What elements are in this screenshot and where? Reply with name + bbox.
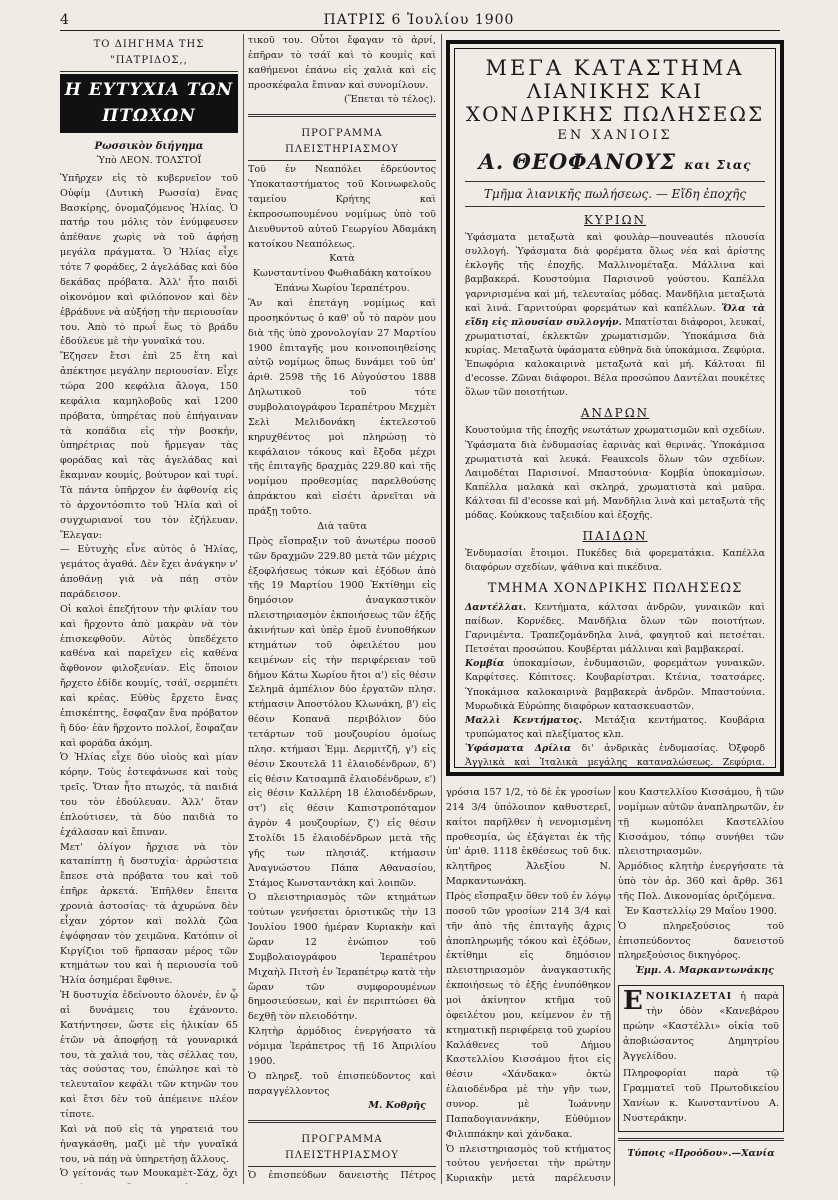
page-header [0, 12, 838, 32]
auction-paragraph: Πρὸς εἴσπραξιν ὅθεν τοῦ ἐν λόγῳ ποσοῦ τῶν γροσίων 214 3/4 καὶ τῆν ἀπὸ τῆς ἐπιταγῆς ἄχρις ἀποπληρωμῆς τόκου καὶ ἐξόδων, ἐκτίθημι εἰς δημόσιον πλειστηριασμὸν ἀναγκαστικῆς ἐκποιήσεως τὸ ἑξῆς ἐνυπόθηκον μοὶ ἀκίνητον κτῆμα τοῦ ὀφειλέτου μου, κείμενον ἐν τῇ κτηματικῇ περιφέρειᾳ τοῦ χωρίου Καλάθενες τοῦ Δήμου Καστελλίου Κισσάμου ἤτοι εἰς θέσιν «Χάνδακα» ὀκτὼ ἐλαιοδένδρα μὲ τὴν γῆν των, συνορ. μὲ Ἰωάννην Παπαδογιαννάκην, Εὐθύμιον Φιλιππάκην καὶ χάνδακα. [446, 891, 611, 1140]
auction-signature: Ἐμμ. Α. Μαρκαντωνάκης [635, 965, 774, 977]
ad-subtitle: Τμῆμα λιανικῆς πωλήσεως. — Εἴδη ἐποχῆς [465, 181, 765, 207]
masthead-title: ΠΑΤΡΙΣ 6 Ἰουλίου 1900 [323, 12, 515, 28]
auction-paragraph: Ἁρμόδιος κλητὴρ ἐνεργήσατε τὰ ὑπὸ τὸν ἀρ. 360 καὶ ἄρθρ. 361 τῆς Πολ. Δικονομίας ὁριζόμενα. [618, 861, 784, 903]
auction-paragraph: Ὁ πληρεξούσιος τοῦ ἐπισπεύδοντος δανειστοῦ πληρεξούσιος δικηγόρος. [618, 920, 784, 962]
story-author: Ὑπὸ ΛΕΟΝ. ΤΟΛΣΤΟΪ [96, 155, 202, 167]
store-advertisement [446, 40, 784, 776]
ad-bold-text: Ὅλα τὰ εἴδη εἰς πλουσίαν συλλογήν. [465, 302, 765, 328]
ad-text: Κεντήματα, κάλτσαι ἀνδρῶν, γυναικῶν καὶ παίδων. Κορνέδες. Μανδῆλια ὅλων τῶν ποιοτήτων. Γαρνιμέντα. Τραπεζομάνδηλα λινά, φαγητοῦ καὶ πετσέται. Πετσέται προσώπου. Κουβέρται μάλλιναι καὶ βαμβακεραί. [465, 601, 765, 656]
auction-paragraph: Ὁ ἐπισπεύδων δανειστὴς Πέτρος [248, 1170, 436, 1182]
story-continuation: τικοῦ του. Οὗτοι ἔφαγαν τὸ ἀρνί, ἐπῆραν τὸ τσάϊ καὶ τὸ κουμίς καὶ καθήμενοι ἐπάνω εἰς χαλιὰ καὶ εἰς προσκέφαλα ἔπιναν καὶ συνομίλουν. [248, 35, 436, 91]
separator [618, 1138, 784, 1141]
auction-continued-column [446, 786, 611, 1186]
story-paragraph: Ὁ Ἠλίας εἶχε δύο υἱοὺς καὶ μίαν κόρην. Τοὺς ἐστεφάνωσε καὶ τοὺς τρεῖς. Ὅταν ἦτο πτωχός, τὰ παιδιά του τὸν ἐδούλευαν. Ἀλλ' ὅταν ἐπλούτισεν, τὰ δύο παιδιὰ το ἐχάλασαν καὶ ἔπιναν. [60, 752, 238, 838]
ad-text: δι' ἀνδρικὰς ἐνδυμασίας. Ὀξφορδ Ἀγγλικὰ καὶ Ἰταλικὰ μεγάλης καταναλώσεως. Ζεφύρια. [465, 742, 765, 768]
story-paragraph: Ὑπῆρχεν εἰς τὸ κυβερνεῖον τοῦ Οὐφίμ (Δυτικὴ Ρωσσία) ἕνας Βασκίρης, ὀνομαζόμενος Ἠλίας. Ὁ πατήρ του μόλις τὸν ἐνύμφευσεν ἀπέθανε χωρὶς νὰ τοῦ ἀφήσῃ μεγάλα πράγματα. Ὁ Ἠλίας εἶχε τότε 7 φοράδες, 2 ἀγελάδας καὶ δύο δεκάδας πρόβατα. Ἀλλ' ἦτο παιδὶ οἰκονόμον καὶ φιλόπονον καὶ δὲν ἐβράδυνε νὰ αὐξήσῃ τὴν περιουσίαν του. Ἀπὸ τὸ πρωΐ ἕως τὸ βράδυ ἐδούλευε μὲ τὴν γυναῖκά του. [60, 172, 238, 348]
column-divider [614, 786, 615, 1186]
ad-firm-name [465, 146, 765, 178]
auction-title: ΠΡΟΓΡΑΜΜΑ ΠΛΕΙΣΤΗΡΙΑΣΜΟΥ [248, 1129, 436, 1167]
ad-section-men: ΑΝΔΡΩΝ [580, 406, 650, 421]
ad-item [465, 657, 765, 713]
rent-initial: Ε [623, 986, 643, 1017]
auction-paragraph: Ὁ πληρεξ. τοῦ ἐπισπεύδοντος καὶ παραγγέλλοντος [248, 1070, 436, 1097]
section-heading: ΤΟ ΔΙΗΓΗΜΑ ΤΗΣ "ΠΑΤΡΙΔΟΣ,, [60, 34, 238, 72]
auction-title: ΠΡΟΓΡΑΜΜΑ ΠΛΕΙΣΤΗΡΙΑΣΜΟΥ [248, 123, 436, 161]
ad-section-children: ΠΑΙΔΩΝ [582, 529, 648, 544]
ad-location: ΕΝ ΧΑΝΙΟΙΣ [557, 128, 673, 144]
ad-item [465, 742, 765, 768]
auction-paragraph: Κωνσταντίνου Φωθιαδάκη κατοίκου Ἐπάνω Χωρίου Ἱεραπέτρου. [252, 268, 432, 295]
story-paragraph: Ὁ γείτονάς των Μουκαμὲτ-Σάχ, ὄχι [60, 1168, 238, 1180]
ad-item [465, 714, 765, 742]
ad-text: Ὑφάσματα μεταξωτὰ καὶ φουλὰρ—nouveautés πλουσία συλλογή. Ὑφάσματα διὰ φορέματα ὅλως νέα καὶ ἀρίστης ἐκλογῆς τῆς ἐποχῆς. Μαλλινομέταξα. Μάλλινα καὶ βαμβακερά. Κουστούμια Παρισινοῦ γούστου. Καπέλλα γαρνιρισμένα καὶ μή, τελευταίας μόδας. Μανδῆλια μεταξωτὰ καὶ λινά. Γαρνιτούραι φορεμάτων καὶ καπέλλων. [465, 232, 765, 314]
auction-paragraph: Κλητὴρ ἁρμόδιος ἐνεργήσατο τὰ νόμιμα Ἱεράπετρος τῇ 16 Ἀπριλίου 1900. [248, 1026, 436, 1067]
notices-column-right [618, 786, 784, 1186]
story-end-note: (Ἕπεται τὸ τέλος). [344, 94, 436, 106]
story-column [60, 34, 238, 1184]
ad-item [465, 601, 765, 657]
ad-inner [454, 48, 776, 768]
column-divider [441, 34, 442, 1184]
separator [248, 1120, 436, 1123]
separator [248, 114, 436, 117]
ad-paragraph: Ἐνδυμασίαι ἕτοιμοι. Πυκέδες διὰ φορεματάκια. Καπέλλα διαφόρων σχεδίων, ψάθινα καὶ πικέδινα. [465, 548, 765, 574]
story-paragraph: Ἔζησεν ἔτσι ἐπὶ 25 ἔτη καὶ ἀπέκτησε μεγάλην περιουσίαν. Εἶχε τώρα 200 κεφάλια ἄλογα, 150 κεφάλια καμηλοβοῦς καὶ 1200 πρόβατα, ὑπηρέτας ποὺ ἐπήγαιναν τὰ κοπάδια εἰς τὴν βοσκήν, ὑπηρέτριας ποὺ ἤρμεγαν τὰς φοράδας καὶ τὰς ἀγελάδας καὶ ἔκαμναν κουμίς, βούτυρον καὶ τυρί. Τὰ πάντα ὑπῆρχον ἐν ἀφθονίᾳ εἰς τὸ ἀρχοντόσπιτο τοῦ Ἠλία καὶ οἱ συγχωριανοί του τὸν ἐζήλευαν. Ἔλεγαν: [60, 351, 238, 541]
rent-label: ΝΟΙΚΙΑΖΕΤΑΙ [645, 991, 733, 1003]
page-number: 4 [60, 12, 69, 28]
rent-info: Πληροφορίαι παρὰ τῷ Γραμματεῖ τοῦ Πρωτοδικείου Χανίων κ. Κωνσταντίνου Α. Νυστεράκην. [623, 1068, 779, 1125]
ad-paragraph: Κουστούμια τῆς ἐποχῆς νεωτάτων χρωματισμῶν καὶ σχεδίων. Ὑφάσματα διὰ ἐνδυμασίας ἐαρινὰς καὶ θερινάς. Ὑποκάμισα χρωματιστὰ καὶ λευκά. Feauxcols ὅλων τῶν σχεδίων. Λαιμοδέται Παρισινοί. Μπαστούνια· Κομβία ὑποκαμίσων. Καπέλλα μαλακὰ καὶ σκληρά, χρωματιστὰ καὶ μαῦρα. Κάλτσαι fil d'ecosse καὶ μή. Μανδῆλια λινὰ καὶ μεταξωτὰ τῆς μόδας. Κούκκους ταξειδίου καὶ ἐξοχῆς. [465, 425, 765, 522]
auction-signature: Μ. Κοθρῆς [368, 1100, 426, 1112]
ad-bold-text: Κομβία [465, 658, 505, 670]
story-title: Η ΕΥΤΥΧΙΑ ΤΩΝ ΠΤΩΧΩΝ [60, 74, 238, 133]
firm-suffix: και Σιας [684, 157, 752, 172]
story-paragraph: Μετ' ὀλίγον ἤρχισε νὰ τὸν καταπίπτῃ ἡ δυστυχία· ἀρρώστεια ἔπεσε στὰ πρόβατα του καὶ τοῦ ἐπῆρε ἀρκετά. Ἐπῆλθεν ἔπειτα χρονιὰ ἀστοσίας· τὰ ἀχυρώνα δὲν εἶχαν χόρτον καὶ πολλὰ ζῶα ἐψόφησαν τὸν χειμῶνα. Κατόπιν οἱ Κιργίζιοι τοῦ ἥρπασαν μέρος τῶν κτημάτων του καὶ ἡ περιουσία τοῦ Ἠλία ὁσημέραι ἔφθινε. [60, 841, 238, 987]
story-subtitle: Ρωσσικὸν διήγημα [94, 140, 204, 152]
ad-headline: ΜΕΓΑ ΚΑΤΑΣΤΗΜΑ [485, 56, 745, 80]
ad-text: Μπατίσται διάφοροι, λευκαί, χρωματισταί, ἐκλεκτῶν χρωματισμῶν. Ὑποκάμισα διὰ κυρίας. Μεταξωτὰ ὑφάσματα εὐθηνὰ διὰ ὑποκάμισα. Ζεφύρια. Ἐπωφόρια καλοκαιρινὰ μεταξωτὰ καὶ μή. Κάλτσαι fil d'ecosse. Ζῶναι διάφοροι. Βέλα προσώπου Δαντέλαι πουκέτες ὅλων τῶν ποιοτήτων. [465, 316, 765, 399]
auction-paragraph: Κατὰ [329, 253, 355, 265]
auction-paragraph: Ὁ πλειστηριασμὸς τοῦ κτήματος τούτου γενήσεται τὴν πρώτην Κυριακὴν μετὰ παρέλευσιν [446, 1143, 611, 1185]
ad-bold-text: Μαλλὶ Κεντήματος. [465, 714, 583, 726]
column-divider [243, 34, 244, 1184]
auction-paragraph: Διὰ ταῦτα [317, 520, 367, 532]
header-rule [60, 30, 780, 31]
ad-headline-2: ΛΙΑΝΙΚΗΣ ΚΑΙ ΧΟΝΔΡΙΚΗΣ ΠΩΛΗΣΕΩΣ [465, 79, 765, 127]
auction-paragraph: Ἂν καὶ ἐπετάγη νομίμως καὶ προσηκόντως ὁ καθ' οὗ τὸ παρὸν μου διὰ τῆς ὑπὸ χρονολογίαν 27 Μαρτίου 1900 ἐπιταγῆς μου κοινοποιηθείσης αὐτῷ νομίμως ὅπως δυνάμει τοῦ ὑπ' ἀριθ. 2598 τῆς 16 Αὐγούστου 1888 Δηλωτικοῦ τοῦ τότε συμβολαιογράφου Ἱεραπέτρου Μεχμὲτ Σελὶ Μελιδονάκη ἐκτελεστοῦ κηρυχθέντος μοὶ πληρώσῃ τὸ κεφάλαιον τόκους καὶ ἔξοδα μέχρι τῆς ἐπιταγῆς δραχμὰς 229.80 καὶ τῆς νομίμου προθεσμίας παρελθούσης ἀπράκτου καὶ εἰσέτι ἀρνεῖται νὰ πράξῃ τοῦτο. [248, 298, 436, 518]
ad-text: ὑποκαμίσων, ἐνδυμασιῶν, φορεμάτων γυναικῶν. Καρφίτσες. Κόπιτσες. Κουβαρίστραι. Κτένια, τσατσάρες. Ὑποκάμισα καλοκαιρινὰ βαμβακερὰ ἀνδρῶν. Μπαστούνια. Μυρωδικὰ Εὐρώπης διαφόρων κατασκευαστῶν. [465, 658, 765, 712]
ad-text: Μετάξια κεντήματος. Κουβάρια τρυπώματος καὶ πλεξίματος κλπ. [465, 714, 766, 740]
auction-paragraph: κου Καστελλίου Κισσάμου, ἢ τῶν νομίμων αὐτῶν ἀναπληρωτῶν, ἐν τῇ κωμοπόλει Καστελλίου Κισσάμου, τόπῳ συνήθει τῶν πλειστηριασμῶν. [618, 787, 784, 858]
auction-date: Ἐν Καστελλίῳ 29 Μαΐου 1900. [625, 905, 777, 917]
auction-paragraph: Τοῦ ἐν Νεαπόλει ἑδρεύοντος Ὑποκαταστήματος τοῦ Κοινωφελοῦς ταμείου Κρήτης καὶ ἐκπροσωπουμένου νομίμως ὑπὸ τοῦ Διευθυντοῦ αὐτοῦ Γεωργίου Ἀδαμάκη κατοίκου Νεαπόλεως. [248, 164, 436, 250]
ad-section-women: ΚΥΡΙΩΝ [583, 213, 647, 228]
printer-line: Τύποις «Προόδου».—Χανία [627, 1147, 775, 1159]
rent-notice [618, 985, 784, 1132]
ad-bold-text: Δαντέλλαι. [465, 601, 527, 613]
story-paragraph: Ἡ δυστυχία ἐδείνουτο ὁλονέν, ἐν ᾧ αἱ δυνάμεις του ἐχάνοντο. Κατήντησεν, ὥστε εἰς ἡλικίαν 65 ἐτῶν νὰ ἀποφήσῃ τὰ γουναρικά του, τὰ χαλιά του, τὰς σέλλας του, τὰς σούστας του, ἐπώλησε καὶ τὸ τελευταῖον κεφάλι τῶν κτηνῶν του καὶ ἔτσι δὲν τοῦ ἀπέμεινε πλέον τίποτε. [60, 990, 238, 1121]
ad-bold-text: Ὑφάσματα Δρίλια [465, 742, 572, 754]
story-paragraph: Καὶ νὰ ποῦ εἰς τὰ γηρατειά του ἠναγκάσθη, μαζὶ μὲ τὴν γυναῖκά του, νὰ πάῃ νὰ ὑπηρετήσῃ ἄλλους. [60, 1123, 238, 1165]
story-paragraph: Οἱ καλοὶ ἐπεζήτουν τὴν φιλίαν του καὶ ἤρχοντο ἀπὸ μακρὰν νὰ τὸν ἐπισκεφθοῦν. Αὐτὸς ὑπεδέχετο καθένα καὶ παρεῖχεν εἰς καθένα ἄφθονον φιλοξενίαν. Εἰς ὅποιον ἤρχετο ἐδίδε κουμίς, τσάϊ, σερμπέτι καὶ κρέας. Εὐθὺς ἔρχετο ἔνας ἐπισκέπτης, ἔσφαζαν ἕνα πρόβατον ἢ δύο· ἐὰν ἤρχοντο πολλοί, ἔσφαζαν καὶ φοράδα ἀκόμη. [60, 603, 238, 749]
notices-column [248, 34, 436, 1184]
auction-paragraph: Ὁ πλειστηριασμὸς τῶν κτημάτων τούτων γενήσεται ὁριστικῶς τὴν 13 Ἰουλίου 1900 ἡμέραν Κυριακὴν καὶ ὥραν 12 ἐνώπιον τοῦ Συμβολαιογράφου Ἱεραπέτρου Μιχαὴλ Πιτσὴ ἐν Ἱεραπέτρῳ κατὰ τὴν ὥραν τῶν συμφορουμένων δημοσιεύσεων, καὶ ἐν περιπτώσει θὰ δεχθῇ τὸν πλειοδότην. [248, 892, 436, 1023]
story-paragraph: — Εὐτυχὴς εἶνε αὐτὸς ὁ Ἠλίας, γεμάτος ἀγαθά. Δὲν ἔχει ἀνάγκην ν' ἀποθάνῃ γιὰ νὰ πάῃ στὸν παράδεισον. [60, 544, 238, 600]
auction-paragraph: Πρὸς εἴσπραξιν τοῦ ἀνωτέρω ποσοῦ τῶν δραχμῶν 229.80 μετὰ τῶν μέχρις ἐξοφλήσεως τόκων καὶ ἐξόδων ἀπὸ τῆς 19 Μαρτίου 1900 Ἐκτίθημι εἰς δημόσιον ἀναγκαστικὸν πλειστηριασμὸν ἐκποιήσεως τῶν ἑξῆς ἀκινήτων καὶ ὑπὲρ ἐμοῦ ἐνυποθήκων κτημάτων τοῦ ὀφειλέτου μου κειμένων εἰς τὴν περιφέρειαν τοῦ δήμου Κάτω Χωρίου ἤτοι α') εἰς θέσιν Σελημᾶ ἀμπέλιον δύο ἐργατῶν πλησ. κτήμασιν Ἀποστόλου Κλωνάκη, β') εἰς θέσιν Κοπανᾶ περιβόλιον δύο τετάρτων τοῦ μουζουρίου ὁμοίως πλησ. κτήμασι Ἐμμ. Δερμιτζῆ, γ') εἰς θέσιν Σκουτελᾶ 11 ἐλαιοδένδρων, δ') εἰς θέσιν Κατσαμπᾶ ἐλαιοδένδρων, ε') εἰς θέσιν Καλλέρη 18 ἐλαιοδένδρων, στ') εἰς θέσιν Καπιστροπόταμον ἀγρὸν 4 μουζουρίων, ζ') εἰς θέσιν Στολίδι 15 ἐλαιοδένδρων μετὰ τῆς γῆς των πλησιάζ. κτήμασιν Ἀναγνώστου Πάπα Αθανασίου, Στάμος Κωνσταντάκη καὶ λοιπῶν. [248, 535, 436, 889]
auction-paragraph: γρόσια 157 1/2, τὸ δὲ ἐκ γροσίων 214 3/4 ὑπόλοιπον καθυστερεῖ, καίτοι παρῆλθεν ἡ νενομισμένη προθεσμία, ὡς ἐξάγεται ἐκ τῆς ὑπ' ἀριθ. 1118 ἐκθέσεως τοῦ δικ. κλητῆρος Ἀλεξίου Ν. Μαρκαντωνάκη. [446, 787, 611, 888]
rent-text: ἡ παρὰ τὴν ὁδὸν «Κανεβάρου πρώην «Καστέλλι» οἰκία τοῦ ἀποβιώσαντος Δημητρίου Ἀγγελίδου. [623, 991, 779, 1062]
ad-section-wholesale: ΤΜΗΜΑ ΧΟΝΔΡΙΚΗΣ ΠΩΛΗΣΕΩΣ [487, 581, 743, 597]
firm-name: Α. ΘΕΟΦΑΝΟΥΣ [478, 148, 677, 174]
ad-paragraph [465, 231, 765, 400]
